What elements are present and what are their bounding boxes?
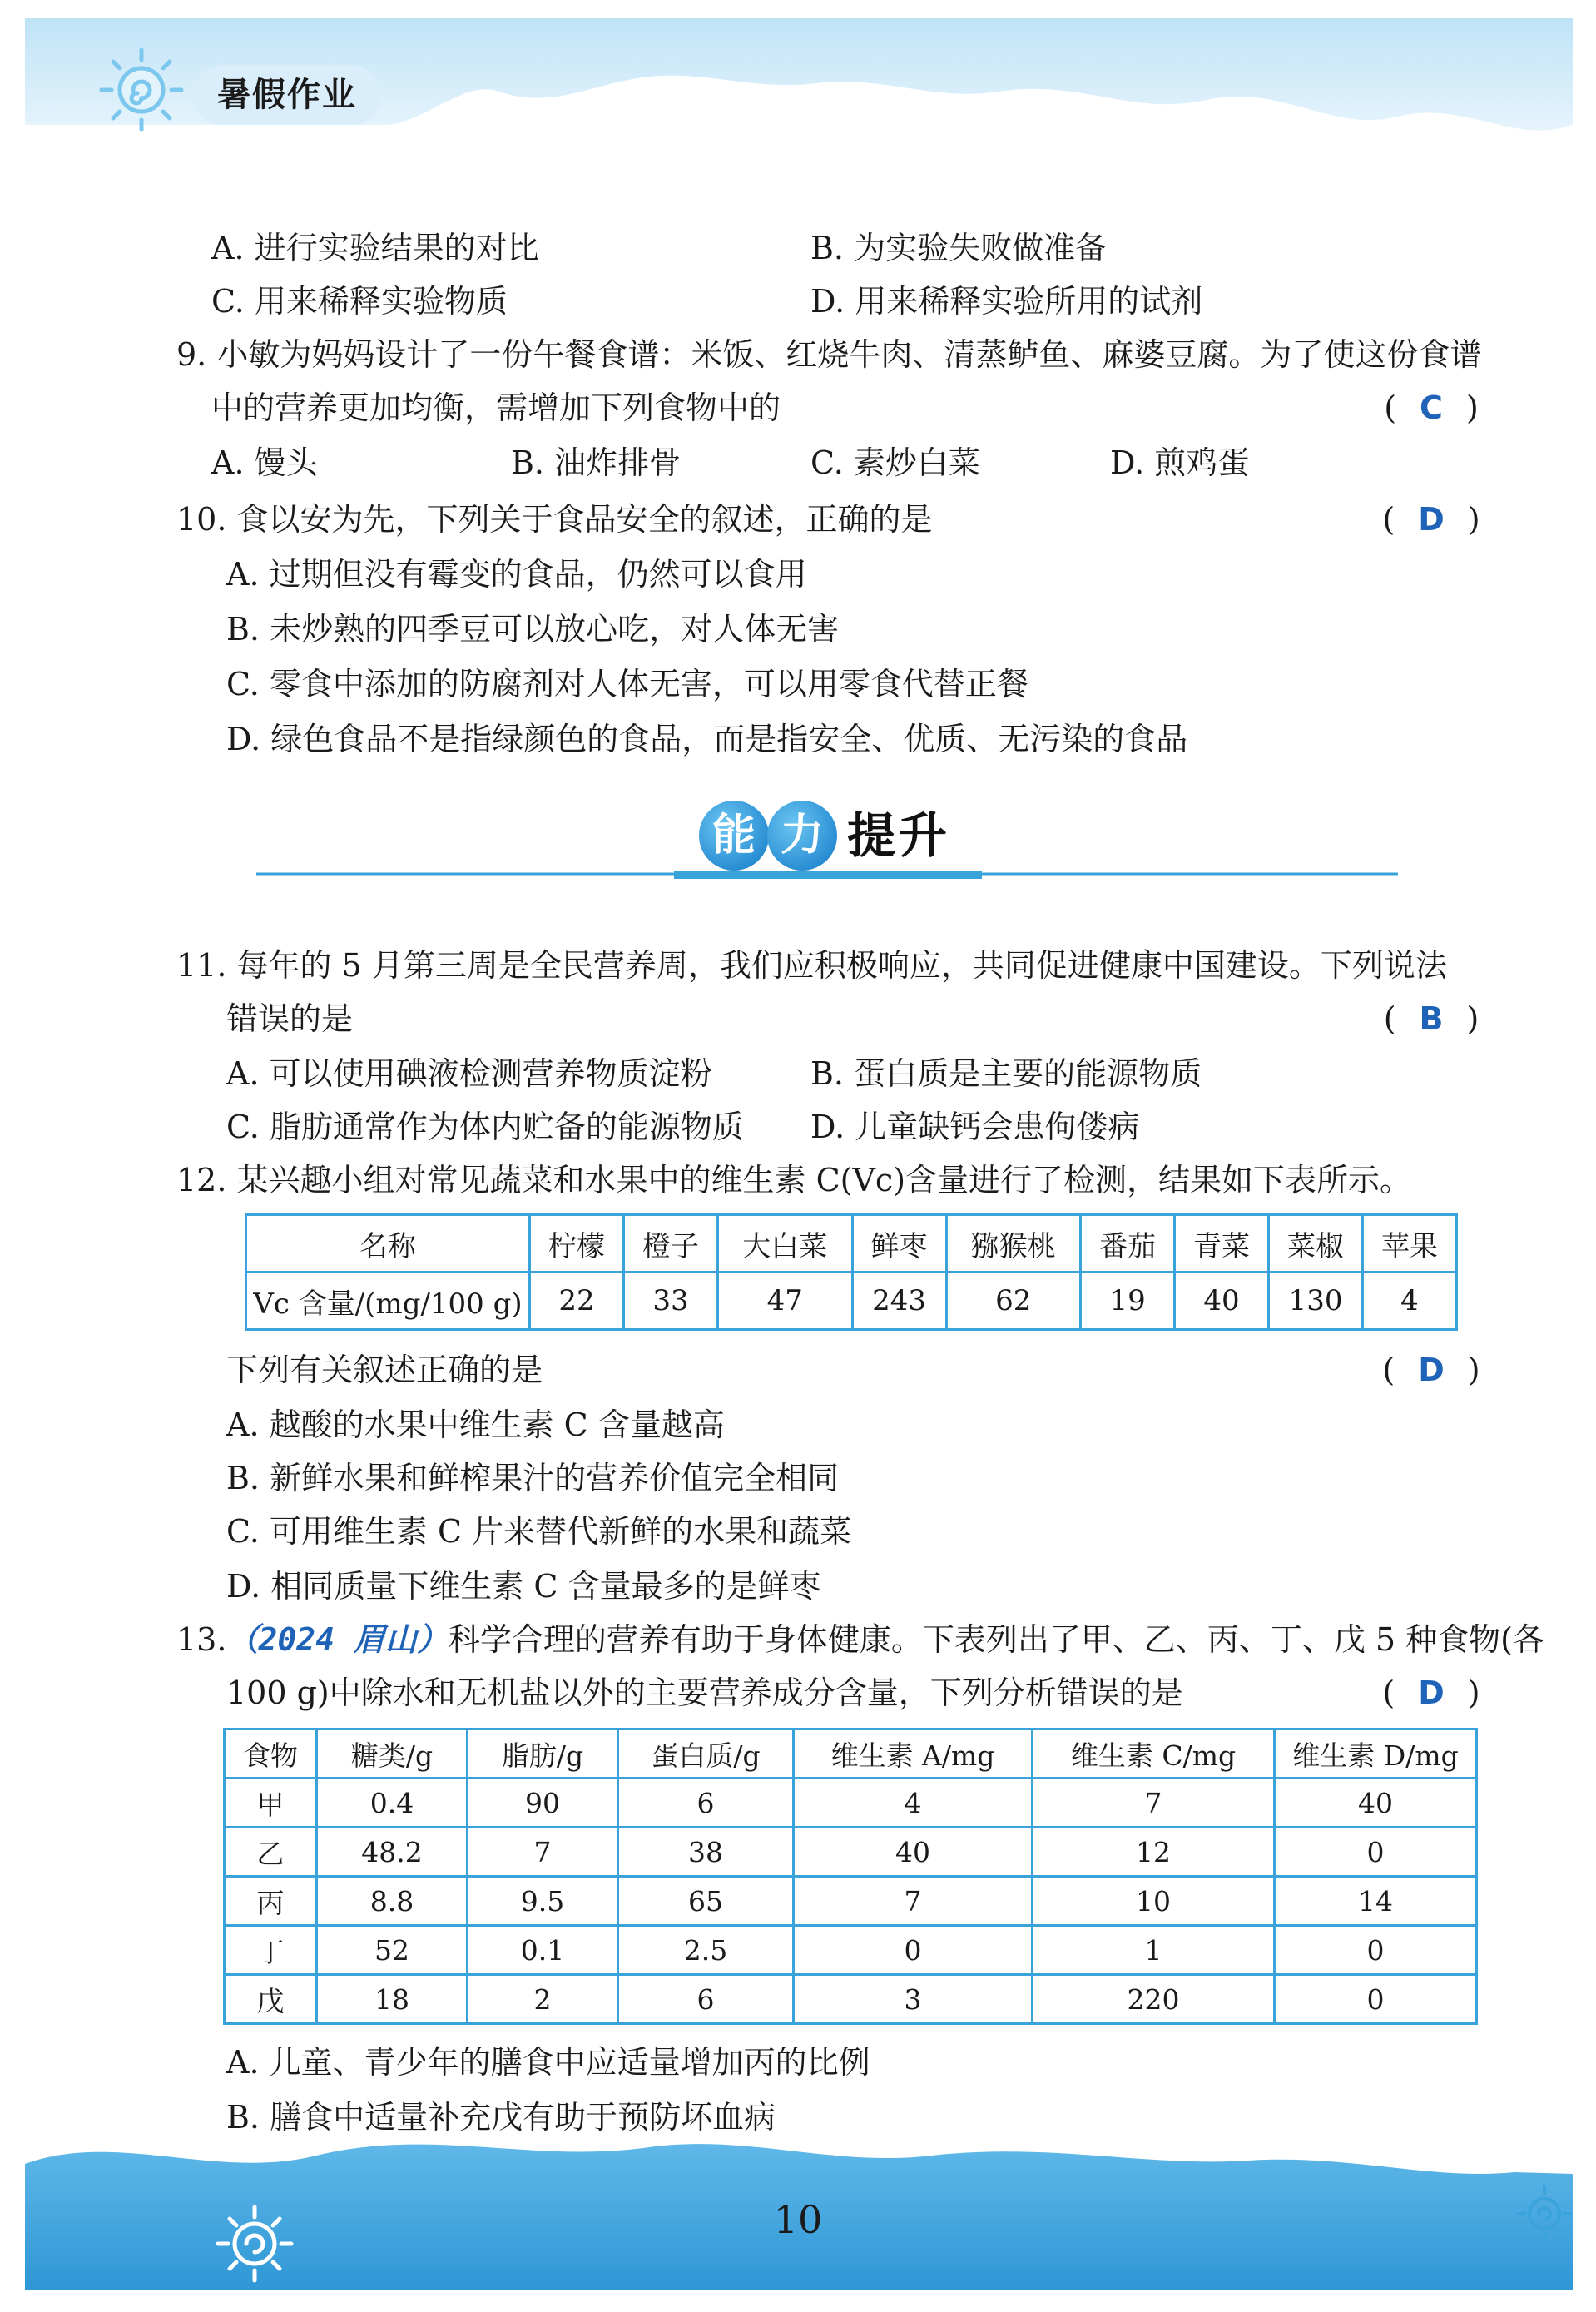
table-cell: 柠檬: [530, 1215, 624, 1273]
table-cell: 8.8: [317, 1877, 468, 1926]
q8-option-c: C. 用来稀释实验物质: [211, 283, 508, 320]
table-cell: 丙: [225, 1877, 317, 1926]
q12-option-a: A. 越酸的水果中维生素 C 含量越高: [226, 1407, 725, 1443]
table-cell: 苹果: [1363, 1215, 1457, 1273]
q11-option-a: A. 可以使用碘液检测营养物质淀粉: [226, 1055, 712, 1092]
table-cell: 0: [1275, 1926, 1477, 1975]
nutrition-table: [223, 1728, 1478, 2025]
q11-answer: ( B ): [1383, 1000, 1480, 1037]
table-cell: 蛋白质/g: [618, 1729, 794, 1779]
table-cell: 0: [794, 1926, 1033, 1975]
q11-option-d: D. 儿童缺钙会患佝偻病: [810, 1109, 1140, 1145]
q12-option-b: B. 新鲜水果和鲜榨果汁的营养价值完全相同: [226, 1460, 840, 1496]
table-cell: 橙子: [623, 1215, 717, 1273]
q13-stem-2: 100 g)中除水和无机盐以外的主要营养成分含量，下列分析错误的是: [226, 1674, 1183, 1711]
table-cell: 0: [1275, 1975, 1477, 2024]
table-cell: 丁: [225, 1926, 317, 1975]
table-row: [246, 1273, 1457, 1330]
table-cell: 40: [794, 1828, 1033, 1877]
table-cell: 62: [946, 1273, 1081, 1330]
q10-stem: 10. 食以安为先，下列关于食品安全的叙述，正确的是: [176, 501, 933, 538]
table-cell: 18: [317, 1975, 468, 2024]
q11-stem-1: 11. 每年的 5 月第三周是全民营养周，我们应积极响应，共同促进健康中国建设。下列说法: [176, 947, 1447, 984]
table-cell: 19: [1081, 1273, 1175, 1330]
table-cell: 甲: [225, 1779, 317, 1828]
table-row: [225, 1975, 1477, 2024]
table-cell: 0.1: [468, 1926, 618, 1975]
q10-answer: ( D ): [1382, 501, 1480, 538]
table-cell: 38: [618, 1828, 794, 1877]
table-cell: 番茄: [1081, 1215, 1175, 1273]
section-bubble-2: 力: [767, 801, 837, 871]
table-cell: 10: [1033, 1877, 1275, 1926]
q9-answer: ( C ): [1384, 389, 1479, 426]
q9-option-b: B. 油炸排骨: [511, 444, 682, 481]
table-cell: 4: [794, 1779, 1033, 1828]
section-title: [699, 801, 982, 892]
table-cell: 14: [1275, 1877, 1477, 1926]
table-cell: 40: [1275, 1779, 1477, 1828]
q13-stem-text: 科学合理的营养有助于身体健康。下表列出了甲、乙、丙、丁、戊 5 种食物(各: [448, 1621, 1544, 1658]
vc-table: [245, 1213, 1458, 1331]
q12-option-c: C. 可用维生素 C 片来替代新鲜的水果和蔬菜: [226, 1513, 852, 1550]
table-cell: 22: [530, 1273, 624, 1330]
table-cell: 维生素 D/mg: [1275, 1729, 1477, 1779]
q9-option-a: A. 馒头: [211, 444, 318, 481]
table-cell: 90: [468, 1779, 618, 1828]
q12-stem-2: 下列有关叙述正确的是: [226, 1352, 543, 1388]
table-cell: 7: [794, 1877, 1033, 1926]
table-cell: 0.4: [317, 1779, 468, 1828]
q11-option-b: B. 蛋白质是主要的能源物质: [810, 1055, 1202, 1092]
q9-option-d: D. 煎鸡蛋: [1110, 444, 1250, 481]
q13-number: 13.: [176, 1621, 227, 1658]
table-cell: 4: [1363, 1273, 1457, 1330]
section-bubble-1: 能: [699, 801, 769, 871]
q9-stem-1: 9. 小敏为妈妈设计了一份午餐食谱：米饭、红烧牛肉、清蒸鲈鱼、麻婆豆腐。为了使这份食谱: [176, 336, 1482, 373]
table-cell: 48.2: [317, 1828, 468, 1877]
table-row: [225, 1926, 1477, 1975]
table-cell: 维生素 C/mg: [1033, 1729, 1275, 1779]
q12-answer: ( D ): [1382, 1352, 1480, 1388]
q8-option-d: D. 用来稀释实验所用的试剂: [810, 283, 1203, 320]
table-cell: 7: [468, 1828, 618, 1877]
q12-stem: 12. 某兴趣小组对常见蔬菜和水果中的维生素 C(Vc)含量进行了检测，结果如下表所示。: [176, 1162, 1412, 1198]
table-cell: 1: [1033, 1926, 1275, 1975]
table-row: [225, 1729, 1477, 1779]
table-cell: 2.5: [618, 1926, 794, 1975]
table-cell: 乙: [225, 1828, 317, 1877]
table-cell: 戊: [225, 1975, 317, 2024]
table-cell: 维生素 A/mg: [794, 1729, 1033, 1779]
table-row: [246, 1215, 1457, 1273]
q13-stem-1: [176, 1616, 1544, 1663]
q8-option-b: B. 为实验失败做准备: [810, 230, 1108, 266]
table-cell: 脂肪/g: [468, 1729, 618, 1779]
q13-answer: ( D ): [1382, 1674, 1480, 1711]
q13-source: （2024 眉山）: [226, 1621, 449, 1658]
table-cell: 220: [1033, 1975, 1275, 2024]
table-cell: 52: [317, 1926, 468, 1975]
page-number: 10: [773, 2197, 823, 2242]
table-cell: Vc 含量/(mg/100 g): [246, 1273, 530, 1330]
table-cell: 猕猴桃: [946, 1215, 1081, 1273]
table-cell: 33: [623, 1273, 717, 1330]
table-cell: 食物: [225, 1729, 317, 1779]
table-cell: 菜椒: [1269, 1215, 1363, 1273]
table-cell: 65: [618, 1877, 794, 1926]
table-cell: 130: [1269, 1273, 1363, 1330]
table-cell: 7: [1033, 1779, 1275, 1828]
q10-option-d: D. 绿色食品不是指绿颜色的食品，而是指安全、优质、无污染的食品: [226, 721, 1188, 757]
table-cell: 2: [468, 1975, 618, 2024]
q9-stem-2: 中的营养更加均衡，需增加下列食物中的: [211, 389, 781, 426]
table-row: [225, 1779, 1477, 1828]
table-cell: 3: [794, 1975, 1033, 2024]
q13-option-b: B. 膳食中适量补充戊有助于预防坏血病: [226, 2099, 776, 2136]
q10-option-b: B. 未炒熟的四季豆可以放心吃，对人体无害: [226, 611, 840, 647]
table-cell: 47: [717, 1273, 852, 1330]
table-cell: 青菜: [1175, 1215, 1269, 1273]
table-cell: 6: [618, 1779, 794, 1828]
header-label: 暑假作业: [193, 65, 381, 125]
table-cell: 大白菜: [717, 1215, 852, 1273]
table-cell: 名称: [246, 1215, 530, 1273]
table-cell: 0: [1275, 1828, 1477, 1877]
q8-option-a: A. 进行实验结果的对比: [211, 230, 539, 266]
q12-option-d: D. 相同质量下维生素 C 含量最多的是鲜枣: [226, 1568, 821, 1605]
table-cell: 243: [852, 1273, 946, 1330]
table-cell: 40: [1175, 1273, 1269, 1330]
q11-option-c: C. 脂肪通常作为体内贮备的能源物质: [226, 1109, 744, 1145]
table-cell: 糖类/g: [317, 1729, 468, 1779]
q13-option-a: A. 儿童、青少年的膳食中应适量增加丙的比例: [226, 2044, 870, 2081]
table-cell: 6: [618, 1975, 794, 2024]
q10-option-a: A. 过期但没有霉变的食品，仍然可以食用: [226, 556, 807, 593]
q10-option-c: C. 零食中添加的防腐剂对人体无害，可以用零食代替正餐: [226, 666, 1028, 702]
section-title-text: 提升: [847, 807, 951, 864]
table-cell: 12: [1033, 1828, 1275, 1877]
q11-stem-2: 错误的是: [226, 1000, 354, 1037]
table-cell: 鲜枣: [852, 1215, 946, 1273]
table-row: [225, 1828, 1477, 1877]
sun-icon: [102, 50, 181, 130]
q9-option-c: C. 素炒白菜: [810, 444, 980, 481]
table-row: [225, 1877, 1477, 1926]
table-cell: 9.5: [468, 1877, 618, 1926]
